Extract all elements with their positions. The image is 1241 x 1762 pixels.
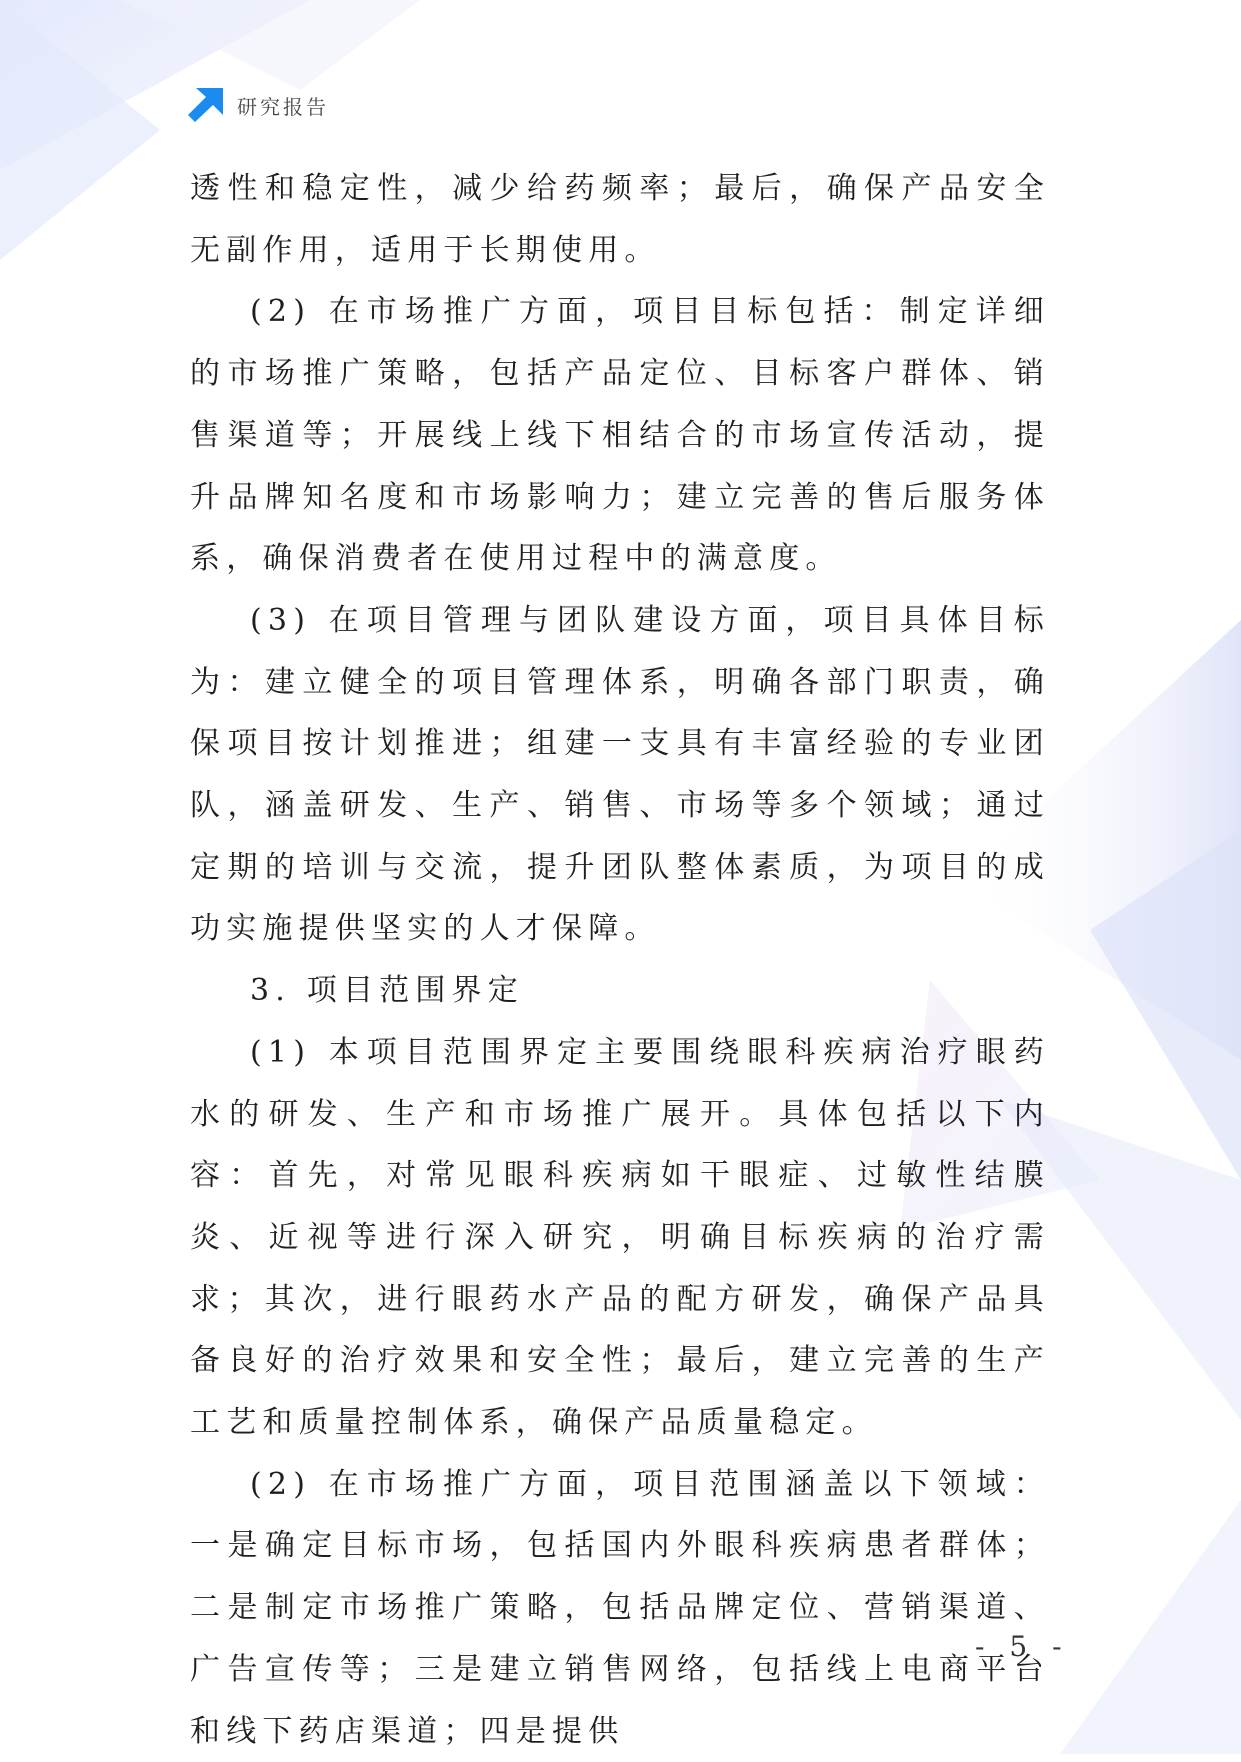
document-body [190,158,1050,1762]
arrow-up-right-icon [187,88,223,122]
paragraph-management-goals: (3) 在项目管理与团队建设方面，项目具体目标为：建立健全的项目管理体系，明确各部门职责，确保项目按计划推进；组建一支具有丰富经验的专业团队，涵盖研发、生产、销售、市场等多个领域；通过定期的培训与交流，提升团队整体素质，为项目的成功实施提供坚实的人才保障。 [190,602,1050,947]
header-title: 研究报告 [237,94,329,119]
report-header [187,88,329,122]
section-heading-scope: 3. 项目范围界定 [250,973,524,1009]
paragraph-continuation: 透性和稳定性，减少给药频率；最后，确保产品安全无副作用，适用于长期使用。 [190,171,1050,268]
paragraph-scope-marketing: (2) 在市场推广方面，项目范围涵盖以下领域：一是确定目标市场，包括国内外眼科疾病患者群体；二是制定市场推广策略，包括品牌定位、营销渠道、广告宣传等；三是建立销售网络，包括线上电商平台和线下药店渠道；四是提供 [190,1466,1050,1749]
paragraph-marketing-goals: (2) 在市场推广方面，项目目标包括：制定详细的市场推广策略，包括产品定位、目标客户群体、销售渠道等；开展线上线下相结合的市场宣传活动，提升品牌知名度和市场影响力；建立完善的售后服务体系，确保消费者在使用过程中的满意度。 [190,294,1050,577]
page-number: - 5 - [975,1630,1070,1663]
paragraph-scope-rd: (1) 本项目范围界定主要围绕眼科疾病治疗眼药水的研发、生产和市场推广展开。具体包括以下内容：首先，对常见眼科疾病如干眼症、过敏性结膜炎、近视等进行深入研究，明确目标疾病的治疗需求；其次，进行眼药水产品的配方研发，确保产品具备良好的治疗效果和安全性；最后，建立完善的生产工艺和质量控制体系，确保产品质量稳定。 [190,1034,1050,1441]
